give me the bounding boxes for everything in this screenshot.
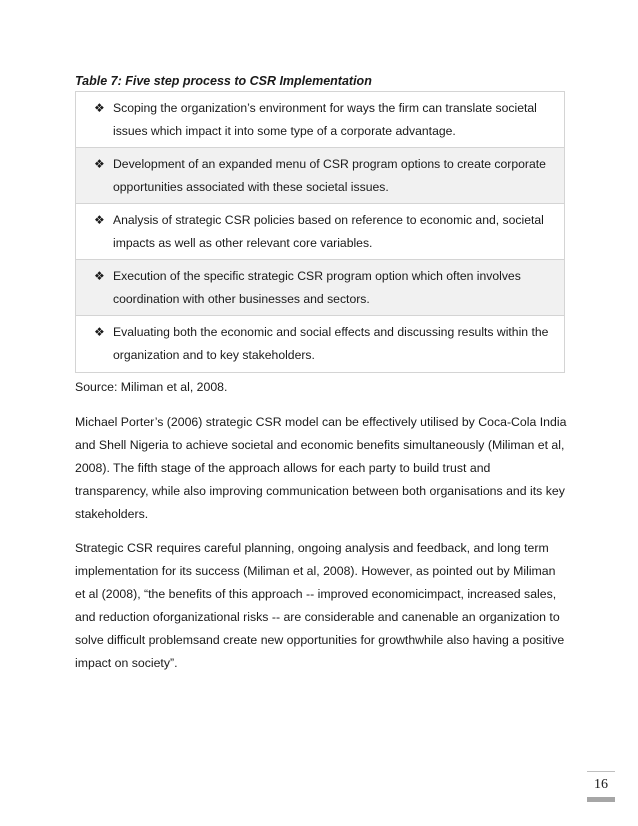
step-text: Execution of the specific strategic CSR program option which often involves coordination with other businesses and sectors. bbox=[113, 269, 521, 306]
table-source: Source: Miliman et al, 2008. bbox=[75, 380, 228, 394]
page-number: 16 bbox=[594, 777, 608, 792]
page-number-rule bbox=[587, 771, 615, 772]
step-text: Scoping the organization’s environment for ways the firm can translate societal issues which impact it into some type of a corporate advantage. bbox=[113, 101, 537, 138]
step-text: Evaluating both the economic and social effects and discussing results within the organization and to key stakeholders. bbox=[113, 325, 549, 362]
diamond-bullet-icon: ❖ bbox=[94, 325, 105, 339]
page-number-bar bbox=[587, 797, 615, 802]
step-text: Development of an expanded menu of CSR program options to create corporate opportunities associated with these societal issues. bbox=[113, 157, 546, 194]
table-row bbox=[76, 92, 564, 148]
body-paragraph: Michael Porter’s (2006) strategic CSR model can be effectively utilised by Coca-Cola India and Shell Nigeria to achieve societal and economic benefits simultaneously (Miliman et al, 2008). The fifth stage of the approach allows for each party to build trust and transparency, while also improving communication between both organisations and its key stakeholders. bbox=[75, 415, 567, 521]
table-row bbox=[76, 260, 564, 316]
csr-steps-table bbox=[75, 91, 565, 373]
diamond-bullet-icon: ❖ bbox=[94, 269, 105, 283]
diamond-bullet-icon: ❖ bbox=[94, 213, 105, 227]
body-paragraph: Strategic CSR requires careful planning, ongoing analysis and feedback, and long term implementation for its success (Miliman et al, 2008). However, as pointed out by Miliman et al (2008), “the benefits of this approach -- improved economicimpact, increased sales, and reduction oforganizational risks -- are considerable and canenable an organization to solve difficult problemsand create new opportunities for growthwhile also having a positive impact on society”. bbox=[75, 541, 565, 670]
table-row bbox=[76, 148, 564, 204]
table-caption: Table 7: Five step process to CSR Implementation bbox=[75, 74, 372, 88]
step-text: Analysis of strategic CSR policies based on reference to economic and, societal impacts as well as other relevant core variables. bbox=[113, 213, 544, 250]
table-row bbox=[76, 204, 564, 260]
diamond-bullet-icon: ❖ bbox=[94, 101, 105, 115]
table-row bbox=[76, 316, 564, 372]
diamond-bullet-icon: ❖ bbox=[94, 157, 105, 171]
